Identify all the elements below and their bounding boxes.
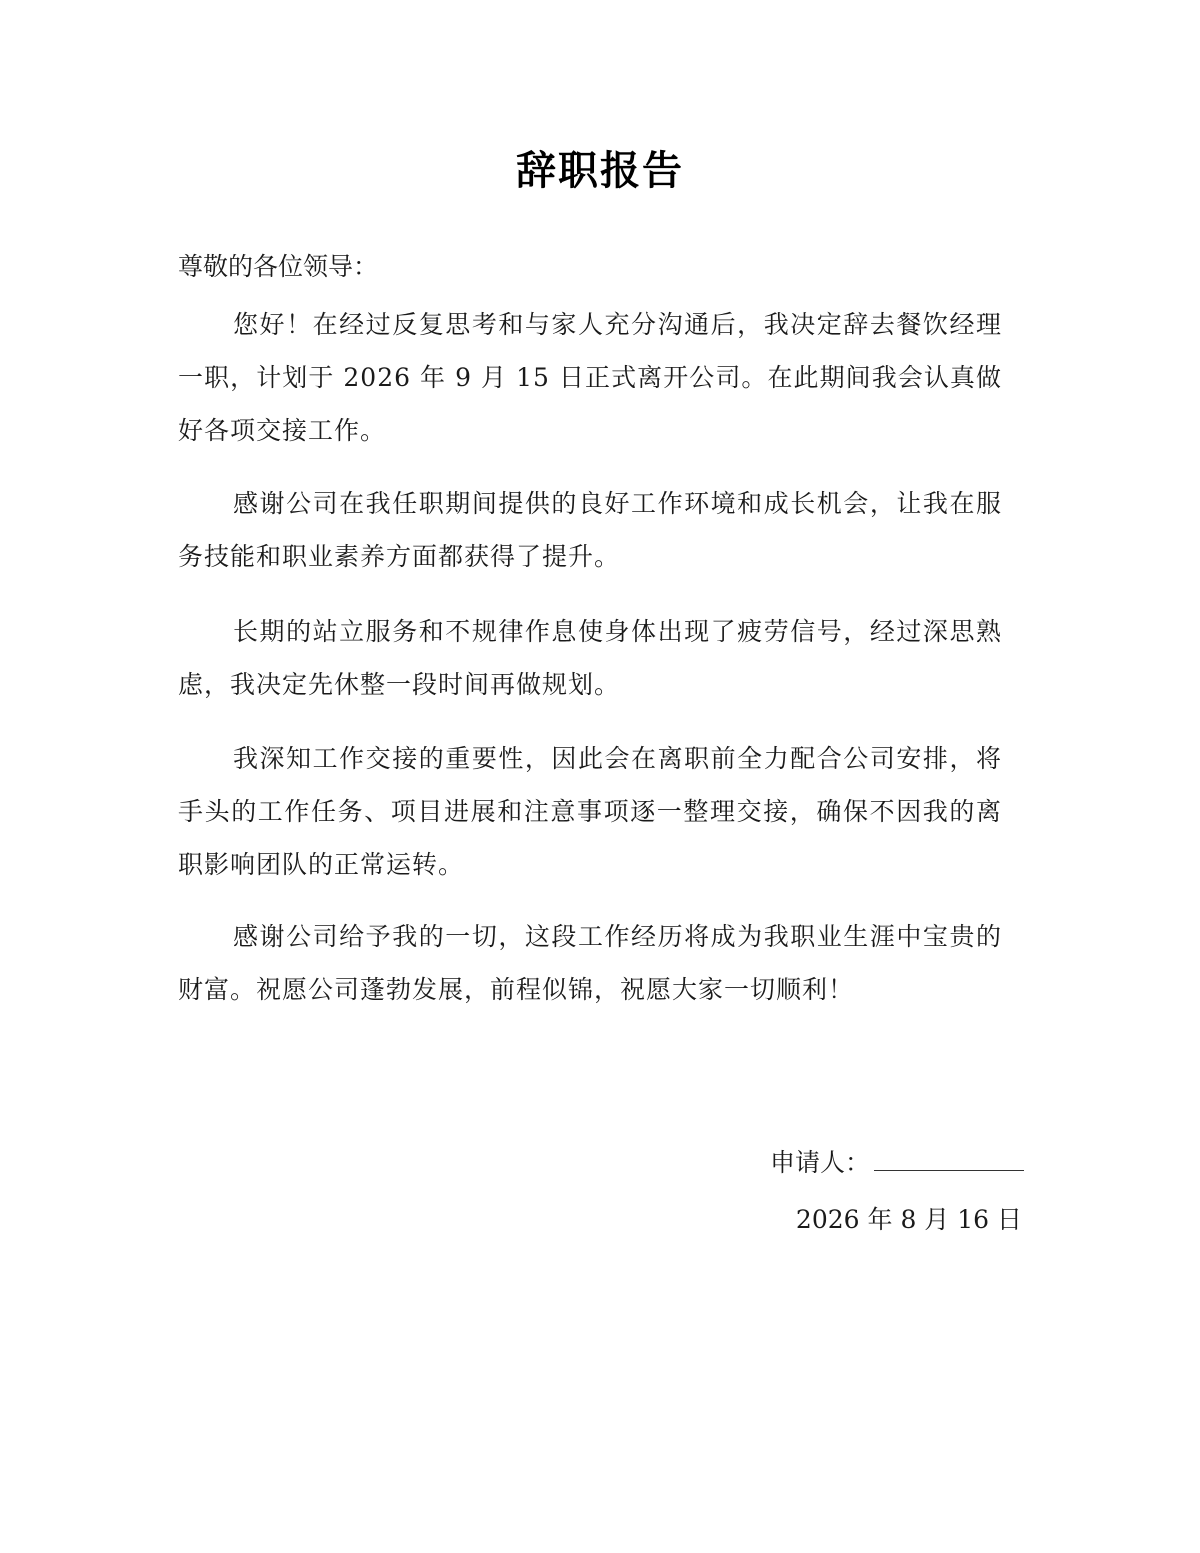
paragraph-5: 感谢公司给予我的一切，这段工作经历将成为我职业生涯中宝贵的财富。祝愿公司蓬勃发展，前程似锦，祝愿大家一切顺利！ [178,922,1002,1004]
applicant-label: 申请人： [769,1148,870,1177]
signature-date: 2026 年 8 月 16 日 [795,1205,1022,1234]
paragraph-1: 您好！在经过反复思考和与家人充分沟通后，我决定辞去餐饮经理一职，计划于 2026 年 9 月 15 日正式离开公司。在此期间我会认真做好各项交接工作。 [178,310,1002,445]
paragraph-3: 长期的站立服务和不规律作息使身体出现了疲劳信号，经过深思熟虑，我决定先休整一段时间再做规划。 [178,617,1002,699]
paragraph-2: 感谢公司在我任职期间提供的良好工作环境和成长机会，让我在服务技能和职业素养方面都获得了提升。 [178,489,1002,571]
signature-blank [874,1144,1024,1171]
paragraph-4: 我深知工作交接的重要性，因此会在离职前全力配合公司安排，将手头的工作任务、项目进展和注意事项逐一整理交接，确保不因我的离职影响团队的正常运转。 [178,744,1002,879]
salutation: 尊敬的各位领导： [178,252,379,281]
applicant-signature-line [770,1136,1024,1189]
document-title: 辞职报告 [516,148,684,194]
